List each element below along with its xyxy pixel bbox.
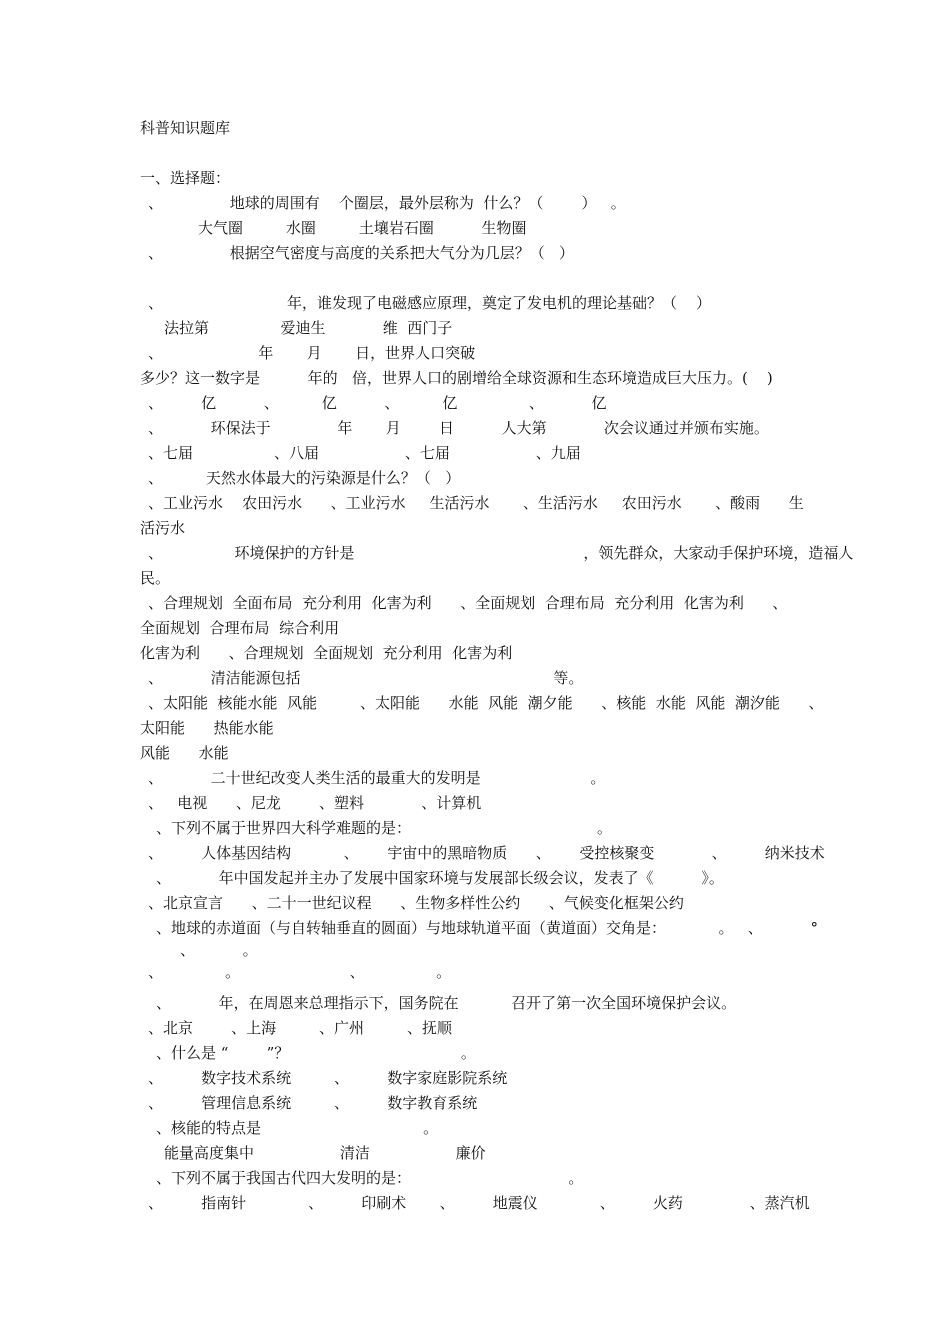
question-line: 、 年，谁发现了电磁感应原理，奠定了发电机的理论基础？（ ） xyxy=(148,294,712,312)
document-title: 科普知识题库 xyxy=(140,119,231,137)
answer-options: 、北京 、上海 、广州 、抚顺 xyxy=(148,1019,452,1037)
question-line: 、 根据空气密度与高度的关系把大气分为几层？（ ） xyxy=(148,244,575,262)
answer-options: 、 。 、 。 xyxy=(148,963,452,981)
answer-options: 、太阳能 核能水能 风能 、太阳能 水能 风能 潮夕能 、核能 水能 风能 潮汐能 、 xyxy=(148,694,824,712)
question-line: 、 环境保护的方针是 ，领先群众，大家动手保护环境，造福人 xyxy=(148,544,854,562)
question-line: 、 地球的周围有 个圈层，最外层称为 什么？（ ） 。 xyxy=(148,194,626,212)
answer-options: 法拉第 爱迪生 维 西门子 xyxy=(164,319,453,337)
answer-options: 、七届 、八届 、七届 、九届 xyxy=(148,444,581,462)
question-line: 、什么是 “ ”？ 。 xyxy=(156,1044,476,1062)
answer-options: 活污水 xyxy=(140,519,186,537)
question-line: 、下列不属于世界四大科学难题的是： 。 xyxy=(156,819,612,837)
question-line: 、 二十世纪改变人类生活的最重大的发明是 。 xyxy=(148,769,606,787)
question-line: 、下列不属于我国古代四大发明的是： 。 xyxy=(156,1169,584,1187)
question-line: 、 环保法于 年 月 日 人大第 次会议通过并颁布实施。 xyxy=(148,419,769,437)
question-line: 民。 xyxy=(140,569,171,587)
answer-options: 、工业污水 农田污水 、工业污水 生活污水 、生活污水 农田污水 、酸雨 生 xyxy=(148,494,804,512)
answer-options: 全面规划 合理布局 综合利用 xyxy=(140,619,340,637)
question-line: 、地球的赤道面（与自转轴垂直的圆面）与地球轨道平面（黄道面）交角是： 。 、 ° xyxy=(156,919,818,937)
question-line: 、核能的特点是 。 xyxy=(156,1119,439,1137)
answer-options: 、 电视 、尼龙 、塑料 、计算机 xyxy=(148,794,482,812)
answer-options: 、 人体基因结构 、 宇宙中的黑暗物质 、 受控核聚变 、 纳米技术 xyxy=(148,844,825,862)
question-line: 、 年 月 日，世界人口突破 xyxy=(148,344,476,362)
question-line: 、 天然水体最大的污染源是什么？（ ） xyxy=(148,469,461,487)
answer-options: 、合理规划 全面布局 充分利用 化害为利 、全面规划 合理布局 充分利用 化害为利 、 xyxy=(148,594,788,612)
section-heading: 一、选择题： xyxy=(140,169,231,187)
answer-options: 化害为利 、合理规划 全面规划 充分利用 化害为利 xyxy=(140,644,513,662)
answer-options: 、 数字技术系统 、 数字家庭影院系统 xyxy=(148,1069,508,1087)
answer-options: 大气圈 水圈 土壤岩石圈 生物圈 xyxy=(198,219,527,237)
answer-options: 、北京宣言 、二十一世纪议程 、生物多样性公约 、气候变化框架公约 xyxy=(148,894,684,912)
answer-options: 、 亿 、 亿 、 亿 、 亿 xyxy=(148,394,607,412)
question-line: 、 年，在周恩来总理指示下，国务院在 召开了第一次全国环境保护会议。 xyxy=(156,994,737,1012)
answer-options: 、 管理信息系统 、 数字教育系统 xyxy=(148,1094,478,1112)
question-line: 、 清洁能源包括 等。 xyxy=(148,669,584,687)
question-line: 、 年中国发起并主办了发展中国家环境与发展部长级会议，发表了《 》。 xyxy=(156,869,724,887)
question-line: 多少？这一数字是 年的 倍，世界人口的剧增给全球资源和生态环境造成巨大压力。( ) xyxy=(140,369,773,387)
answer-options: 风能 水能 xyxy=(140,744,229,762)
answer-options: 、 。 xyxy=(180,941,258,959)
answer-options: 太阳能 热能水能 xyxy=(140,719,274,737)
answer-options: 、 指南针 、 印刷术 、 地震仪 、 火药 、蒸汽机 xyxy=(148,1194,810,1212)
answer-options: 能量高度集中 清洁 廉价 xyxy=(164,1144,486,1162)
